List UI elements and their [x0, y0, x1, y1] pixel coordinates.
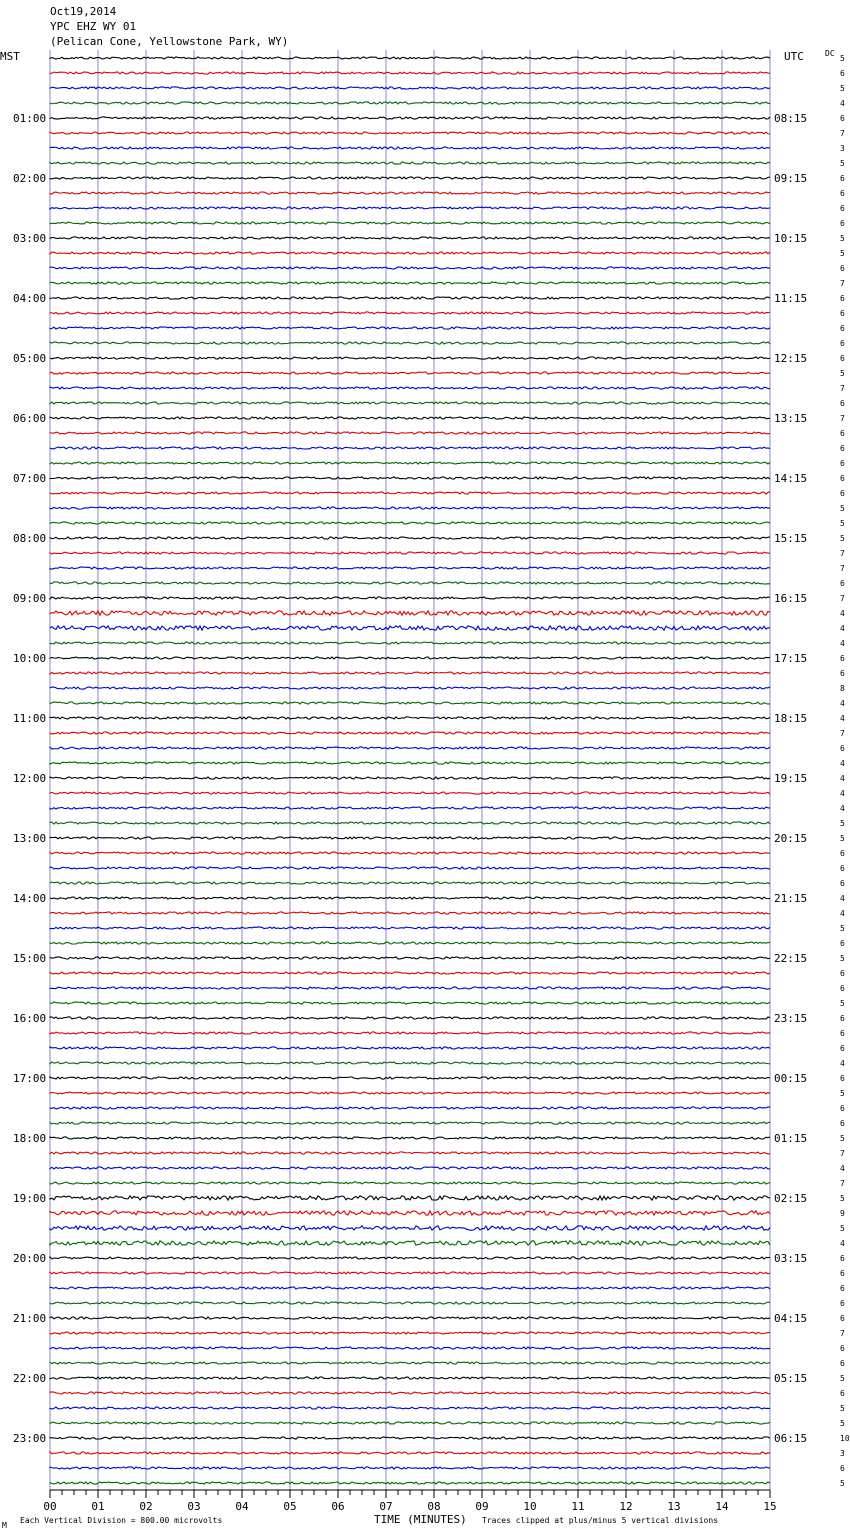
dc-value: 6 — [840, 264, 845, 273]
seismic-trace — [50, 1437, 770, 1439]
dc-value: 10 — [840, 1434, 850, 1443]
dc-value: 6 — [840, 1119, 845, 1128]
dc-value: 6 — [840, 1074, 845, 1083]
dc-value: 4 — [840, 1239, 845, 1248]
dc-value: 6 — [840, 654, 845, 663]
x-tick-label: 10 — [523, 1500, 537, 1513]
mst-hour-label: 22:00 — [13, 1372, 47, 1385]
dc-value: 6 — [840, 849, 845, 858]
dc-value: 7 — [840, 594, 845, 603]
dc-value: 4 — [840, 1059, 845, 1068]
seismic-trace — [50, 1467, 770, 1469]
seismic-trace — [50, 1137, 770, 1139]
utc-hour-label: 05:15 — [774, 1372, 808, 1385]
utc-hour-label: 13:15 — [774, 412, 808, 425]
mst-hour-label: 17:00 — [13, 1072, 47, 1085]
clip-note: Traces clipped at plus/minus 5 vertical divisions — [482, 1516, 719, 1525]
utc-hour-label: 09:15 — [774, 172, 808, 185]
dc-value: 5 — [840, 504, 845, 513]
left-timezone-label: MST — [0, 50, 20, 63]
dc-value: 5 — [840, 519, 845, 528]
seismic-trace — [50, 327, 770, 329]
utc-hour-label: 04:15 — [774, 1312, 808, 1325]
dc-value: 6 — [840, 744, 845, 753]
dc-value: 5 — [840, 1374, 845, 1383]
x-tick-label: 03 — [187, 1500, 201, 1513]
utc-hour-label: 10:15 — [774, 232, 808, 245]
x-axis — [43, 1490, 776, 1513]
seismic-trace — [50, 87, 770, 89]
mst-hour-label: 04:00 — [13, 292, 47, 305]
dc-value: 6 — [840, 69, 845, 78]
dc-value: 4 — [840, 774, 845, 783]
seismic-trace — [50, 1317, 770, 1319]
seismic-trace — [50, 132, 770, 134]
dc-value: 6 — [840, 1014, 845, 1023]
seismic-trace — [50, 882, 770, 884]
seismic-trace — [50, 102, 770, 104]
mst-hour-label: 08:00 — [13, 532, 47, 545]
dc-value: 5 — [840, 249, 845, 258]
dc-value: 6 — [840, 324, 845, 333]
dc-value: 6 — [840, 984, 845, 993]
seismic-trace — [50, 222, 770, 224]
minute-grid — [50, 50, 770, 1493]
seismic-trace — [50, 852, 770, 854]
x-tick-label: 14 — [715, 1500, 729, 1513]
utc-hour-label: 23:15 — [774, 1012, 808, 1025]
seismic-trace — [50, 462, 770, 464]
dc-value: 6 — [840, 1314, 845, 1323]
dc-value: 7 — [840, 279, 845, 288]
dc-value: 6 — [840, 1299, 845, 1308]
utc-hour-label: 03:15 — [774, 1252, 808, 1265]
dc-value: 4 — [840, 1164, 845, 1173]
dc-value: 6 — [840, 189, 845, 198]
dc-value: 4 — [840, 894, 845, 903]
dc-value: 6 — [840, 354, 845, 363]
dc-value: 6 — [840, 864, 845, 873]
seismic-trace — [50, 207, 770, 209]
x-tick-label: 05 — [283, 1500, 297, 1513]
dc-value: 4 — [840, 624, 845, 633]
seismic-trace — [50, 777, 770, 779]
dc-value: 6 — [840, 219, 845, 228]
mst-hour-label: 23:00 — [13, 1432, 47, 1445]
dc-value: 6 — [840, 579, 845, 588]
seismic-trace — [50, 162, 770, 164]
dc-value: 4 — [840, 639, 845, 648]
dc-value: 6 — [840, 489, 845, 498]
dc-value: 4 — [840, 714, 845, 723]
dc-value: 5 — [840, 84, 845, 93]
mst-hour-label: 12:00 — [13, 772, 47, 785]
dc-value: 4 — [840, 804, 845, 813]
seismic-trace — [50, 1272, 770, 1274]
seismic-trace — [50, 1182, 770, 1184]
seismic-trace — [50, 582, 770, 584]
dc-value: 7 — [840, 384, 845, 393]
seismic-trace — [50, 57, 770, 59]
seismic-trace — [50, 387, 770, 389]
dc-value: 6 — [840, 879, 845, 888]
seismic-trace — [50, 537, 770, 539]
dc-value: 6 — [840, 1284, 845, 1293]
scale-note: Each Vertical Division = 800.00 microvolts — [20, 1516, 223, 1525]
mst-hour-label: 20:00 — [13, 1252, 47, 1265]
mst-hour-label: 18:00 — [13, 1132, 47, 1145]
seismic-trace — [50, 1452, 770, 1454]
dc-value: 5 — [840, 54, 845, 63]
seismic-trace — [50, 1211, 770, 1215]
seismic-trace — [50, 792, 770, 794]
seismic-trace — [50, 267, 770, 269]
dc-value: 6 — [840, 939, 845, 948]
seismic-trace — [50, 1152, 770, 1154]
seismic-trace — [50, 117, 770, 119]
seismic-trace — [50, 837, 770, 839]
utc-hour-label: 17:15 — [774, 652, 808, 665]
dc-value: 6 — [840, 474, 845, 483]
seismic-trace — [50, 912, 770, 914]
seismic-trace — [50, 402, 770, 404]
seismic-trace — [50, 822, 770, 824]
seismic-trace — [50, 1226, 770, 1230]
seismic-trace — [50, 1377, 770, 1379]
x-tick-label: 01 — [91, 1500, 105, 1513]
utc-hour-label: 18:15 — [774, 712, 808, 725]
dc-value: 6 — [840, 1389, 845, 1398]
dc-value: 5 — [840, 819, 845, 828]
seismic-trace — [50, 597, 770, 599]
dc-value: 6 — [840, 669, 845, 678]
dc-value: 5 — [840, 1089, 845, 1098]
x-tick-label: 00 — [43, 1500, 57, 1513]
seismic-trace — [50, 1407, 770, 1409]
dc-value: 3 — [840, 144, 845, 153]
dc-value: 7 — [840, 1329, 845, 1338]
dc-value: 6 — [840, 399, 845, 408]
x-tick-label: 12 — [619, 1500, 633, 1513]
seismic-trace — [50, 747, 770, 749]
dc-value: 7 — [840, 129, 845, 138]
dc-value: 8 — [840, 684, 845, 693]
dc-value: 4 — [840, 909, 845, 918]
mst-hour-label: 01:00 — [13, 112, 47, 125]
dc-header-label: DC — [825, 49, 835, 58]
seismic-trace — [50, 372, 770, 374]
utc-hour-label: 21:15 — [774, 892, 808, 905]
seismic-trace — [50, 1287, 770, 1289]
mst-hour-label: 10:00 — [13, 652, 47, 665]
seismic-trace — [50, 1047, 770, 1049]
seismic-trace — [50, 942, 770, 944]
seismic-trace — [50, 807, 770, 809]
mst-hour-label: 11:00 — [13, 712, 47, 725]
dc-value: 5 — [840, 1404, 845, 1413]
seismic-trace — [50, 1002, 770, 1004]
dc-value: 5 — [840, 954, 845, 963]
x-tick-label: 13 — [667, 1500, 681, 1513]
dc-value: 6 — [840, 1464, 845, 1473]
dc-value: 5 — [840, 999, 845, 1008]
dc-value: 6 — [840, 309, 845, 318]
dc-value: 4 — [840, 609, 845, 618]
x-tick-label: 15 — [763, 1500, 777, 1513]
seismic-trace — [50, 1302, 770, 1304]
seismic-trace — [50, 417, 770, 419]
seismic-trace — [50, 762, 770, 764]
dc-value: 6 — [840, 114, 845, 123]
seismic-trace — [50, 357, 770, 359]
seismic-trace — [50, 642, 770, 644]
seismic-trace — [50, 282, 770, 284]
dc-value: 6 — [840, 444, 845, 453]
dc-value: 5 — [840, 1479, 845, 1488]
mst-hour-label: 16:00 — [13, 1012, 47, 1025]
utc-hour-label: 02:15 — [774, 1192, 808, 1205]
seismic-trace — [50, 1422, 770, 1424]
dc-value: 6 — [840, 1044, 845, 1053]
x-tick-label: 08 — [427, 1500, 441, 1513]
utc-hour-label: 16:15 — [774, 592, 808, 605]
seismic-trace — [50, 1122, 770, 1124]
utc-hour-label: 00:15 — [774, 1072, 808, 1085]
dc-value: 5 — [840, 369, 845, 378]
dc-value: 7 — [840, 549, 845, 558]
mst-hour-label: 05:00 — [13, 352, 47, 365]
dc-value: 7 — [840, 729, 845, 738]
dc-value: 6 — [840, 339, 845, 348]
dc-value: 6 — [840, 1359, 845, 1368]
seismic-trace — [50, 717, 770, 719]
utc-hour-label: 19:15 — [774, 772, 808, 785]
seismic-trace — [50, 507, 770, 509]
x-tick-label: 07 — [379, 1500, 393, 1513]
utc-hour-label: 14:15 — [774, 472, 808, 485]
utc-hour-label: 11:15 — [774, 292, 808, 305]
mst-hour-label: 06:00 — [13, 412, 47, 425]
dc-value: 5 — [840, 159, 845, 168]
seismic-trace — [50, 522, 770, 524]
mst-hour-label: 15:00 — [13, 952, 47, 965]
mst-hour-label: 02:00 — [13, 172, 47, 185]
mst-hour-label: 07:00 — [13, 472, 47, 485]
dc-value: 6 — [840, 1104, 845, 1113]
mst-hour-label: 03:00 — [13, 232, 47, 245]
dc-value: 5 — [840, 1224, 845, 1233]
seismic-trace — [50, 867, 770, 869]
seismic-trace — [50, 177, 770, 179]
seismic-trace — [50, 957, 770, 959]
seismic-trace — [50, 987, 770, 989]
dc-value: 4 — [840, 99, 845, 108]
x-tick-label: 04 — [235, 1500, 249, 1513]
seismic-trace — [50, 1062, 770, 1064]
seismic-trace — [50, 252, 770, 254]
seismic-trace — [50, 1196, 770, 1200]
seismic-trace — [50, 342, 770, 344]
dc-value: 6 — [840, 1269, 845, 1278]
dc-value: 5 — [840, 234, 845, 243]
seismic-trace — [50, 1347, 770, 1349]
seismic-traces — [50, 57, 770, 1484]
dc-value: 6 — [840, 204, 845, 213]
seismic-trace — [50, 432, 770, 434]
seismic-trace — [50, 657, 770, 659]
dc-value: 7 — [840, 564, 845, 573]
seismic-trace — [50, 732, 770, 734]
station-code: YPC EHZ WY 01 — [50, 20, 137, 33]
seismic-trace — [50, 927, 770, 929]
seismic-trace — [50, 1332, 770, 1334]
mst-hour-label: 19:00 — [13, 1192, 47, 1205]
seismic-trace — [50, 1107, 770, 1109]
seismic-trace — [50, 1392, 770, 1394]
seismic-trace — [50, 72, 770, 74]
seismic-trace — [50, 1077, 770, 1079]
dc-value: 6 — [840, 294, 845, 303]
mst-hour-label: 09:00 — [13, 592, 47, 605]
seismic-trace — [50, 626, 770, 630]
seismic-trace — [50, 1362, 770, 1364]
utc-hour-label: 06:15 — [774, 1432, 808, 1445]
utc-hour-label: 12:15 — [774, 352, 808, 365]
seismic-trace — [50, 702, 770, 704]
seismic-trace — [50, 312, 770, 314]
x-tick-label: 06 — [331, 1500, 345, 1513]
dc-value: 6 — [840, 429, 845, 438]
seismic-trace — [50, 1241, 770, 1245]
seismic-trace — [50, 897, 770, 899]
x-axis-title: TIME (MINUTES) — [374, 1513, 467, 1526]
utc-hour-labels — [774, 112, 807, 1445]
seismic-trace — [50, 972, 770, 974]
dc-value: 7 — [840, 1149, 845, 1158]
dc-value: 4 — [840, 699, 845, 708]
dc-value: 6 — [840, 969, 845, 978]
seismic-trace — [50, 1032, 770, 1034]
mst-hour-label: 14:00 — [13, 892, 47, 905]
dc-value: 6 — [840, 1029, 845, 1038]
seismic-trace — [50, 687, 770, 689]
seismic-trace — [50, 672, 770, 674]
dc-value: 4 — [840, 759, 845, 768]
record-date: Oct19,2014 — [50, 5, 117, 18]
seismic-trace — [50, 1092, 770, 1094]
seismic-trace — [50, 567, 770, 569]
dc-value: 4 — [840, 789, 845, 798]
seismic-trace — [50, 492, 770, 494]
utc-hour-label: 15:15 — [774, 532, 808, 545]
dc-value: 6 — [840, 1344, 845, 1353]
seismic-trace — [50, 477, 770, 479]
corner-mark: M — [2, 1521, 7, 1530]
mst-hour-label: 13:00 — [13, 832, 47, 845]
seismic-trace — [50, 237, 770, 239]
mst-hour-label: 21:00 — [13, 1312, 47, 1325]
dc-value: 5 — [840, 1419, 845, 1428]
dc-value: 5 — [840, 834, 845, 843]
seismic-trace — [50, 552, 770, 554]
right-timezone-label: UTC — [784, 50, 804, 63]
seismic-trace — [50, 297, 770, 299]
utc-hour-label: 01:15 — [774, 1132, 808, 1145]
x-tick-label: 11 — [571, 1500, 585, 1513]
seismic-trace — [50, 447, 770, 449]
utc-hour-label: 08:15 — [774, 112, 808, 125]
seismic-trace — [50, 611, 770, 615]
dc-value: 5 — [840, 1134, 845, 1143]
dc-value-labels — [840, 54, 850, 1488]
x-tick-label: 02 — [139, 1500, 153, 1513]
x-tick-label: 09 — [475, 1500, 489, 1513]
dc-value: 7 — [840, 414, 845, 423]
dc-value: 5 — [840, 1194, 845, 1203]
utc-hour-label: 20:15 — [774, 832, 808, 845]
dc-value: 9 — [840, 1209, 845, 1218]
seismic-trace — [50, 1482, 770, 1484]
dc-value: 7 — [840, 1179, 845, 1188]
dc-value: 6 — [840, 459, 845, 468]
station-location: (Pelican Cone, Yellowstone Park, WY) — [50, 35, 289, 48]
seismic-trace — [50, 147, 770, 149]
dc-value: 3 — [840, 1449, 845, 1458]
seismic-trace — [50, 192, 770, 194]
seismic-trace — [50, 1017, 770, 1019]
utc-hour-label: 22:15 — [774, 952, 808, 965]
seismic-trace — [50, 1167, 770, 1169]
dc-value: 5 — [840, 924, 845, 933]
seismic-trace — [50, 1257, 770, 1259]
dc-value: 6 — [840, 1254, 845, 1263]
dc-value: 6 — [840, 174, 845, 183]
mst-hour-labels — [13, 112, 46, 1445]
dc-value: 5 — [840, 534, 845, 543]
